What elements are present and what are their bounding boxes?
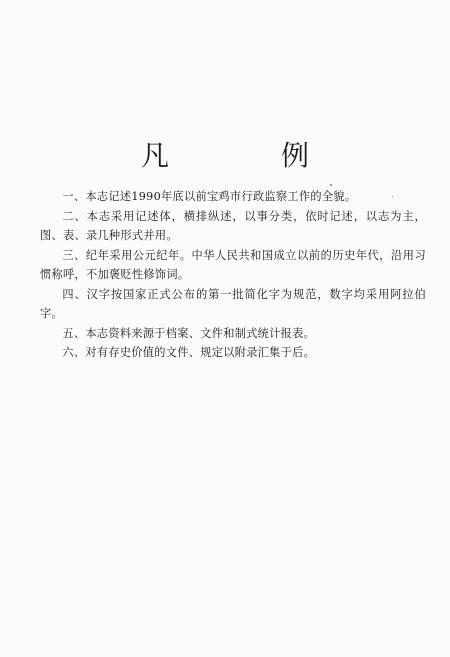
page-title: 凡 例: [140, 139, 351, 172]
explanatory-notes: [40, 187, 426, 363]
note-paragraph-2: 二、本志采用记述体，横排纵述，以事分类，依时记述，以志为主，图、表、录几种形式并用。: [40, 209, 426, 242]
note-paragraph-6: 六、对有存史价值的文件、规定以附录汇集于后。: [62, 346, 316, 359]
note-paragraph-1: 一、本志记述1990年底以前宝鸡市行政监察工作的全貌。: [62, 190, 357, 203]
note-paragraph-4: 四、汉字按国家正式公布的第一批简化字为规范，数字均采用阿拉伯字。: [40, 287, 426, 320]
note-paragraph-3: 三、纪年采用公元纪年。中华人民共和国成立以前的历史年代，沿用习惯称呼，不加褒贬性修饰词。: [40, 248, 426, 281]
scan-speck: [392, 196, 393, 197]
note-paragraph-5: 五、本志资料来源于档案、文件和制式统计报表。: [62, 326, 316, 340]
scan-speck: [330, 184, 332, 186]
